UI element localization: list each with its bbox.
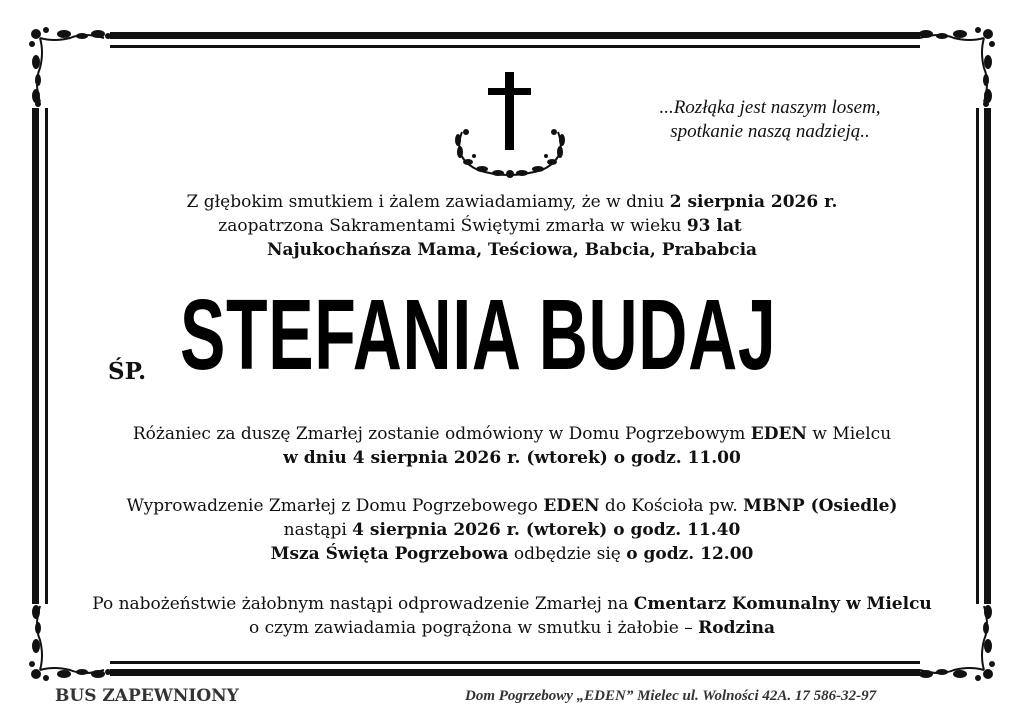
procession-line-2: [0, 518, 1024, 542]
frame-top-bar-outer: [110, 32, 920, 39]
floral-corner-icon: [24, 22, 116, 108]
quote-line-1: ...Rozłąka jest naszym losem,: [659, 97, 881, 118]
closing-text: o czym zawiadamia pogrążona w smutku i żałobie –: [249, 618, 699, 638]
procession-text: odbędzie się: [508, 544, 627, 564]
rosary-line-1: [0, 422, 1024, 446]
funeral-home-contact: Dom Pogrzebowy „EDEN” Mielec ul. Wolności 42A. 17 586-32-97: [465, 688, 877, 704]
family-signature: Rodzina: [698, 618, 775, 638]
intro-line-3: [0, 238, 1024, 262]
intro-line-1: [0, 190, 1024, 214]
mass-time: o godz. 12.00: [626, 544, 754, 564]
frame-bottom-bar-inner: [110, 661, 920, 664]
name-prefix: ŚP.: [108, 358, 147, 385]
frame-bottom-bar-outer: [110, 669, 920, 676]
procession-text: nastąpi: [283, 520, 353, 540]
rosary-text: Różaniec za duszę Zmarłej zostanie odmówiony w Domu Pogrzebowym: [132, 424, 751, 444]
age: 93 lat: [686, 216, 742, 236]
procession-text: do Kościoła pw.: [599, 496, 744, 516]
funeral-home-name: EDEN: [750, 424, 807, 444]
closing-text: Po nabożeństwie żałobnym nastąpi odprowadzenie Zmarłej na: [92, 594, 634, 614]
cross-icon: [448, 70, 572, 180]
rosary-datetime: w dniu 4 sierpnia 2026 r. (wtorek) o godz. 11.00: [283, 448, 741, 468]
quote-line-2: spotkanie naszą nadzieją..: [670, 121, 870, 142]
procession-datetime: 4 sierpnia 2026 r. (wtorek) o godz. 11.40: [352, 520, 741, 540]
intro-text: Z głębokim smutkiem i żalem zawiadamiamy, że w dniu: [186, 192, 670, 212]
family-roles: Najukochańsza Mama, Teściowa, Babcia, Prababcia: [266, 240, 758, 260]
procession-line-1: [0, 494, 1024, 518]
frame-top-bar-inner: [110, 45, 920, 48]
closing-line-2: [0, 616, 1024, 640]
procession-text: Wyprowadzenie Zmarłej z Domu Pogrzebowego: [126, 496, 544, 516]
memorial-quote: [560, 96, 980, 144]
death-date: 2 sierpnia 2026 r.: [669, 192, 838, 212]
mass-label: Msza Święta Pogrzebowa: [270, 544, 509, 564]
deceased-name: STEFANIA BUDAJ: [180, 279, 777, 391]
church-name: MBNP (Osiedle): [743, 496, 898, 516]
rosary-text: w Mielcu: [806, 424, 892, 444]
rosary-line-2: [0, 446, 1024, 470]
procession-line-3: [0, 542, 1024, 566]
bus-notice: BUS ZAPEWNIONY: [55, 686, 239, 706]
intro-line-2: [0, 214, 992, 238]
closing-line-1: [0, 592, 1024, 616]
cemetery-name: Cmentarz Komunalny w Mielcu: [633, 594, 932, 614]
intro-text: zaopatrzona Sakramentami Świętymi zmarła w wieku: [218, 216, 687, 236]
funeral-home-name: EDEN: [543, 496, 600, 516]
